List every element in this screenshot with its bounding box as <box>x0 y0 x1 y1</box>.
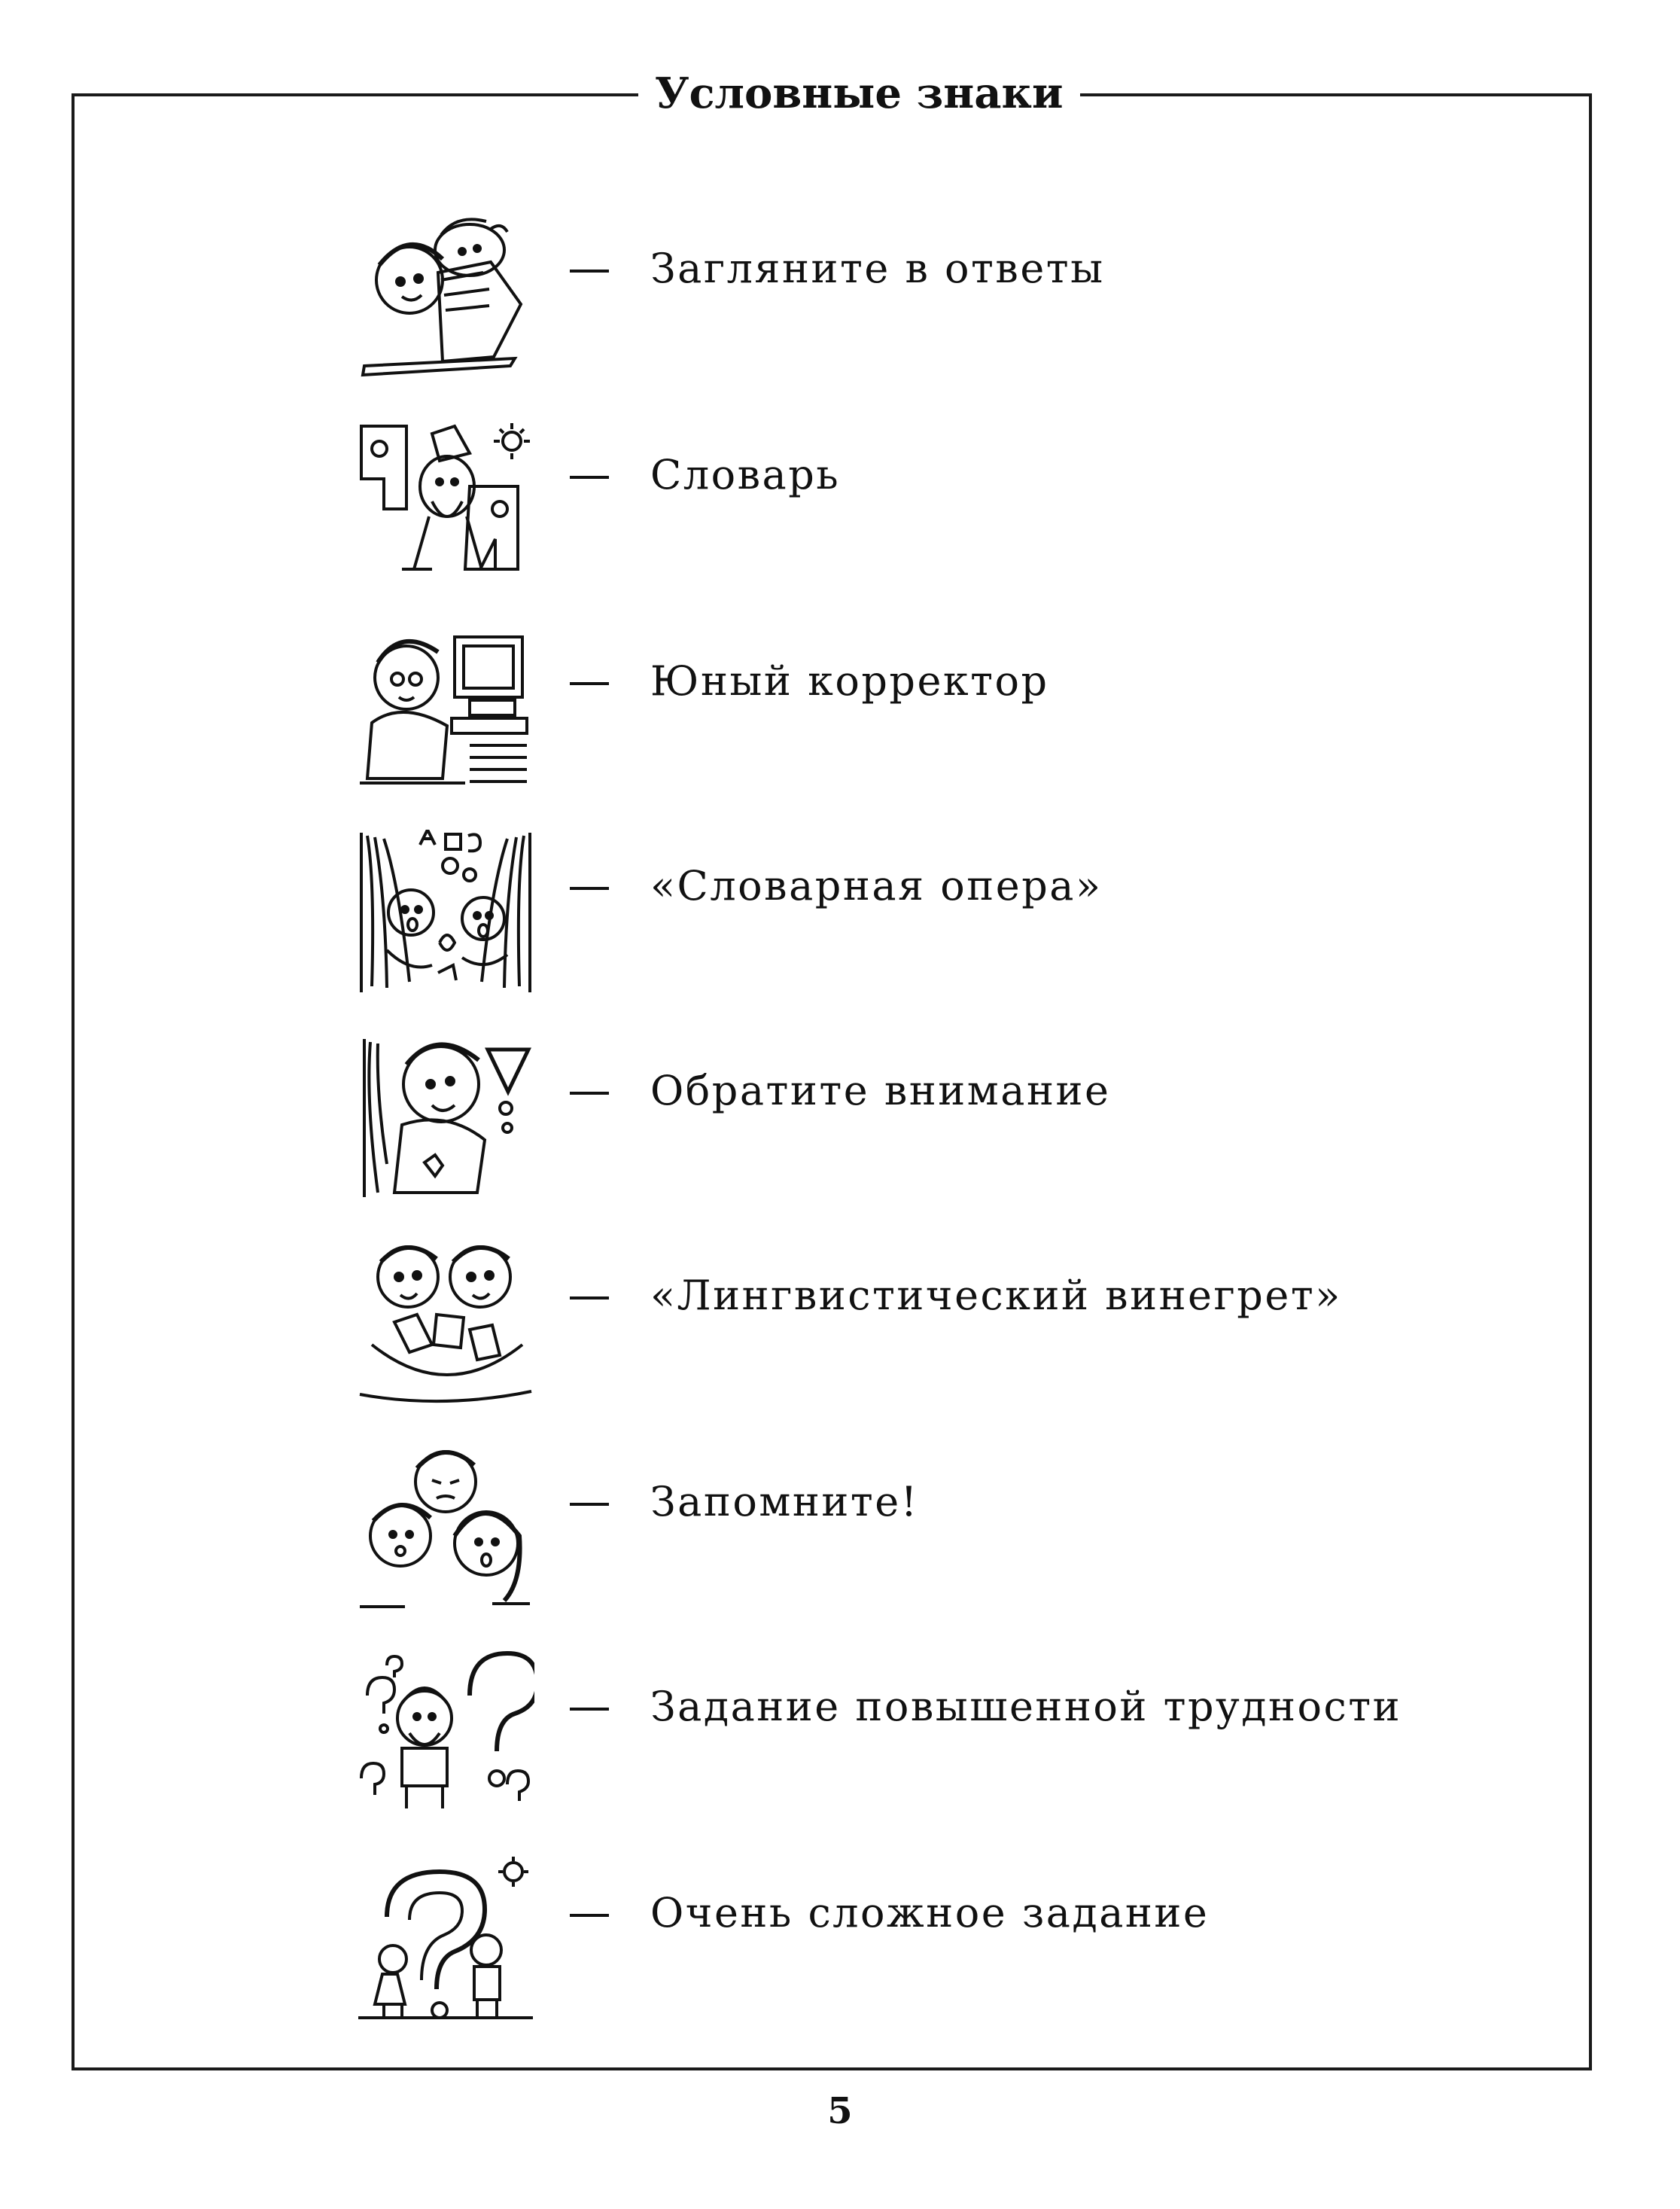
dash-separator <box>570 270 609 273</box>
boy-triangle-icon <box>357 1034 534 1200</box>
page-title: Условные знаки <box>638 69 1080 117</box>
legend-label: Словарь <box>650 451 841 498</box>
legend-label: Очень сложное задание <box>650 1889 1210 1936</box>
legend-label: «Лингвистический винегрет» <box>650 1272 1342 1319</box>
legend-item-answers <box>357 212 1561 378</box>
dash-separator <box>570 1914 609 1917</box>
gnome-question-marks-icon <box>357 1650 534 1816</box>
legend-item-vinaigrette <box>357 1239 1561 1405</box>
dash-separator <box>570 476 609 479</box>
legend-item-very-hard <box>357 1857 1561 2022</box>
big-question-mark-children-icon <box>357 1857 534 2022</box>
legend-item-attention <box>357 1034 1561 1200</box>
children-curtains-letters-icon <box>357 830 534 995</box>
legend-label: Обратите внимание <box>650 1067 1111 1114</box>
boy-girl-book-icon <box>357 212 534 378</box>
dash-separator <box>570 887 609 890</box>
boy-computer-icon <box>357 625 534 791</box>
dash-separator <box>570 682 609 685</box>
legend-label: Задание повышенной трудности <box>650 1683 1402 1730</box>
gnome-letters-icon <box>357 419 534 584</box>
legend-item-opera <box>357 830 1561 995</box>
three-children-icon <box>357 1446 534 1611</box>
legend-label: «Словарная опера» <box>650 862 1103 909</box>
legend-item-proofreader <box>357 625 1561 791</box>
dash-separator <box>570 1296 609 1300</box>
legend-item-remember <box>357 1446 1561 1611</box>
dash-separator <box>570 1092 609 1095</box>
legend-item-dictionary <box>357 419 1561 584</box>
page-number: 5 <box>827 2090 853 2132</box>
dash-separator <box>570 1503 609 1506</box>
two-children-letters-icon <box>357 1239 534 1405</box>
legend-label: Загляните в ответы <box>650 245 1105 292</box>
legend-label: Запомните! <box>650 1478 919 1525</box>
dash-separator <box>570 1708 609 1711</box>
legend-label: Юный корректор <box>650 657 1049 705</box>
legend-item-difficult <box>357 1650 1561 1816</box>
